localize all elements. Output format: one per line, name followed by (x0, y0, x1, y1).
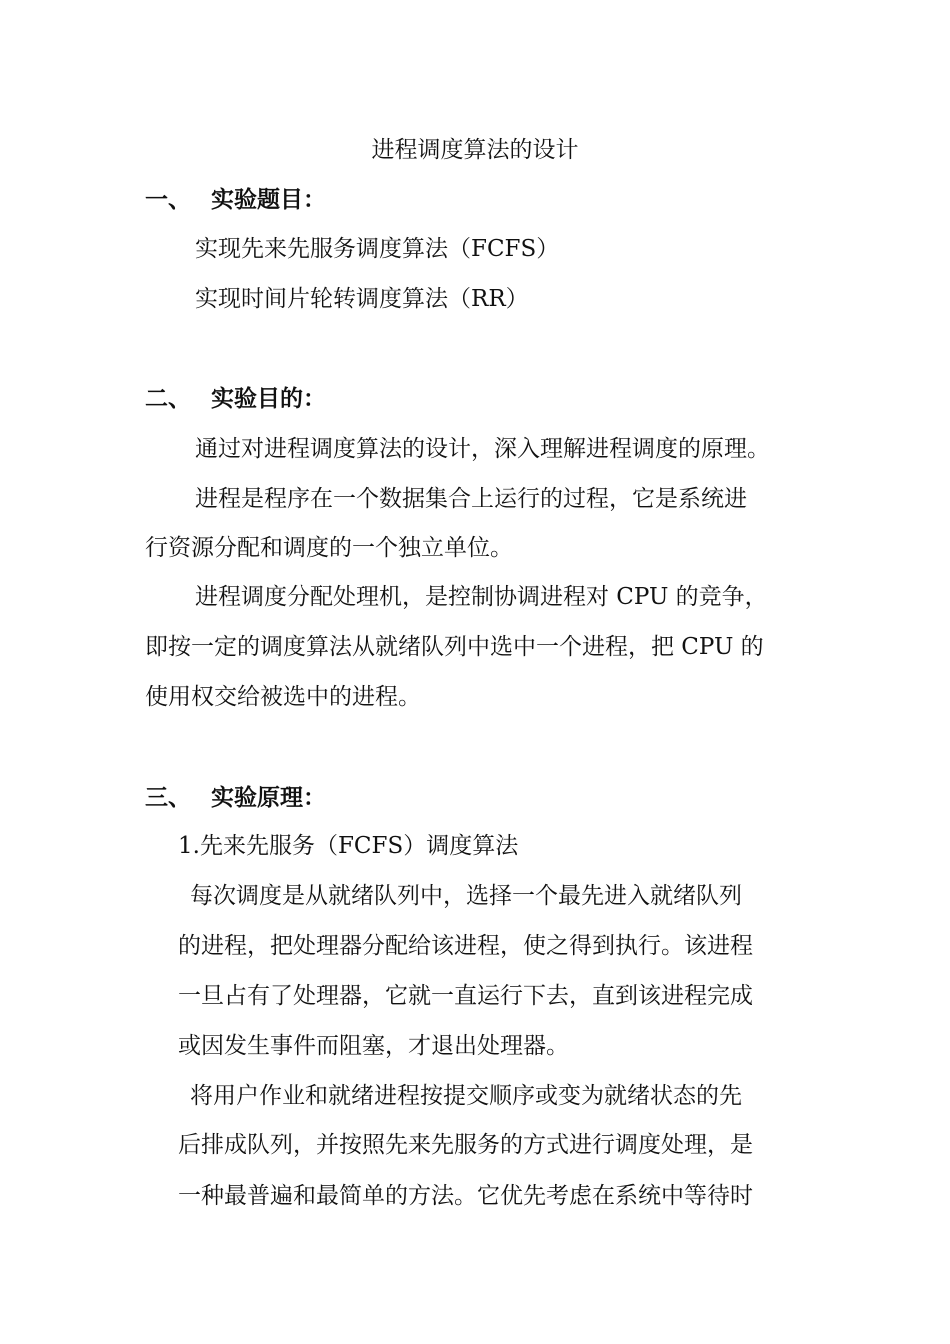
section-2-paragraph: 进程调度分配处理机，是控制协调进程对 CPU 的竞争， (195, 584, 768, 610)
section-2-number: 二、 (145, 386, 191, 412)
section-3-paragraph: 或因发生事件而阻塞，才退出处理器。 (178, 1033, 569, 1059)
section-2-title: 实验目的： (211, 386, 326, 412)
section-3-subheading: 1.先来先服务（FCFS）调度算法 (178, 833, 519, 859)
section-3-heading (145, 783, 326, 813)
section-1-number: 一、 (145, 187, 191, 213)
section-3-paragraph: 一旦占有了处理器，它就一直运行下去，直到该进程完成 (178, 983, 753, 1009)
section-2-paragraph: 即按一定的调度算法从就绪队列中选中一个进程，把 CPU 的 (145, 634, 764, 660)
section-2-heading (145, 384, 326, 414)
section-1-paragraph: 实现时间片轮转调度算法（RR） (195, 286, 529, 312)
section-2-paragraph: 进程是程序在一个数据集合上运行的过程，它是系统进 (195, 486, 747, 512)
section-3-paragraph: 每次调度是从就绪队列中，选择一个最先进入就绪队列 (190, 883, 742, 909)
section-3-paragraph: 的进程，把处理器分配给该进程，使之得到执行。该进程 (178, 933, 753, 959)
section-2-paragraph: 行资源分配和调度的一个独立单位。 (145, 535, 513, 561)
section-3-paragraph: 一种最普遍和最简单的方法。它优先考虑在系统中等待时 (178, 1183, 753, 1209)
document-title: 进程调度算法的设计 (371, 137, 579, 163)
section-3-number: 三、 (145, 785, 191, 811)
section-1-paragraph: 实现先来先服务调度算法（FCFS） (195, 236, 560, 262)
section-3-paragraph: 后排成队列，并按照先来先服务的方式进行调度处理，是 (178, 1132, 753, 1158)
section-1-title: 实验题目： (211, 187, 326, 213)
section-3-title: 实验原理： (211, 785, 326, 811)
section-2-paragraph: 通过对进程调度算法的设计，深入理解进程调度的原理。 (195, 436, 770, 462)
section-1-heading (145, 185, 326, 215)
section-2-paragraph: 使用权交给被选中的进程。 (145, 684, 421, 710)
section-3-paragraph: 将用户作业和就绪进程按提交顺序或变为就绪状态的先 (190, 1083, 742, 1109)
